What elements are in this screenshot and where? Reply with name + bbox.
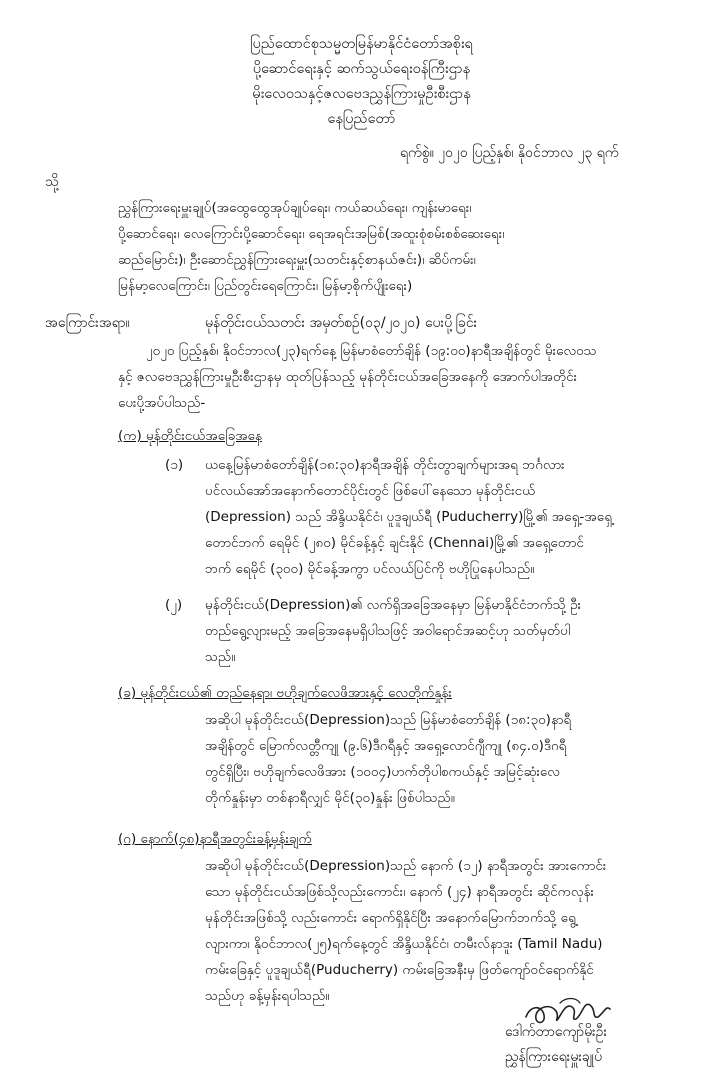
item-number: (၁) (165, 457, 184, 473)
item-number: (၂) (165, 597, 183, 613)
reference-date: ရက်စွဲ။ ၂၀၂၀ ပြည့်နှစ်၊ နိုဝင်ဘာလ ၂၃ ရက် (400, 145, 619, 161)
header-line-1: ပြည်ထောင်စုသမ္မတမြန်မာနိုင်ငံတော်အစိုးရ (250, 36, 473, 52)
recipient-line: ညွှန်ကြားရေးမှူးချုပ်(အထွေထွေအုပ်ချုပ်ရေး၊ ကယ်ဆယ်ရေး၊ ကျန်းမာရေး၊ (118, 200, 472, 216)
signatory-title: ညွှန်ကြားရေးမှူးချုပ် (505, 1049, 602, 1065)
item-line: (Depression) သည် အိန္ဒိယနိုင်ငံ၊ ပူဒူချယ်ရီ (Puducherry)မြို့၏ အရှေ့-အရှေ့ (205, 509, 613, 525)
recipient-line: ဆည်မြောင်း)၊ ဦးဆောင်ညွှန်ကြားရေးမှူး(သတင်းနှင့်စာနယ်ဇင်း)၊ ဆိပ်ကမ်း၊ (118, 252, 476, 268)
section-line: တွင်ရှိပြီး၊ ဗဟိုချက်လေဖိအား (၁၀၀၄)ဟက်တိုပါစကယ်နှင့် အမြင့်ဆုံးလေ (205, 764, 560, 780)
section-line: မုန်တိုင်းအဖြစ်သို့ လည်းကောင်း ရောက်ရှိနိုင်ပြီး အနောက်မြောက်ဘက်သို့ ရွေ့ (205, 910, 576, 926)
intro-line: ပေးပို့အပ်ပါသည်- (118, 395, 206, 411)
section-line: သည်ဟု ခန့်မှန်းရပါသည်။ (205, 988, 330, 1004)
item-line: ပင်လယ်အော်အနောက်တောင်ပိုင်းတွင် ဖြစ်ပေါ်နေသော မုန်တိုင်းငယ် (205, 483, 536, 499)
section-line: အချိန်တွင် မြောက်လတ္တီကျု (၉.၆)ဒီဂရီနှင့် အရှေ့လောင်ဂျီကျု (၈၄.၀)ဒီဂရီ (205, 738, 567, 754)
intro-line: ၂၀၂၀ ပြည့်နှစ်၊ နိုဝင်ဘာလ(၂၃)ရက်နေ့ မြန်မာစံတော်ချိန် (၁၉:၀၀)နာရီအချိန်တွင် မိုးလေဝသ (146, 343, 597, 359)
section-line: တိုက်နှုန်းမှာ တစ်နာရီလျှင် မိုင်(၃၀)နှုန်း ဖြစ်ပါသည်။ (205, 790, 455, 806)
section-line: ကမ်းခြေနှင့် ပူဒူချယ်ရီ(Puducherry) ကမ်းခြေအနီးမှ ဖြတ်ကျော်ဝင်ရောက်နိုင် (205, 962, 594, 978)
section-heading-ka: (က) မုန်တိုင်းငယ်အခြေအနေ (118, 428, 262, 444)
signatory-name: ဒေါက်တာကျော်မိုးဦး (505, 1024, 608, 1040)
recipient-line: ပို့ဆောင်ရေး၊ လေကြောင်းပို့ဆောင်ရေး၊ ရေအရင်းအမြစ်(အထူးစုံစမ်းစစ်ဆေးရေး၊ (118, 226, 505, 242)
subject-label: အကြောင်းအရာ။ (45, 315, 130, 331)
subject-text: မုန်တိုင်းငယ်သတင်း အမှတ်စဉ်(၀၃/၂၀၂၀) ပေးပို့ခြင်း (205, 315, 478, 331)
item-line: တည်ရွေ့လျားမည့် အခြေအနေမရှိပါသဖြင့် အဝါရောင်အဆင့်ဟု သတ်မှတ်ပါ (205, 623, 571, 639)
section-line: အဆိုပါ မုန်တိုင်းငယ်(Depression)သည် နောက် (၁၂) နာရီအတွင်း အားကောင်း (205, 858, 607, 874)
item-line: သည်။ (205, 649, 236, 665)
item-line: ဘက် ရေမိုင် (၃၀၀) မိုင်ခန့်အကွာ ပင်လယ်ပြင်ကို ဗဟိုပြုနေပါသည်။ (205, 561, 535, 577)
section-heading-ga: (ဂ) နောက်(၄၈)နာရီအတွင်းခန့်မှန်းချက် (118, 831, 312, 847)
section-line: အဆိုပါ မုန်တိုင်းငယ်(Depression)သည် မြန်မာစံတော်ချိန် (၁၈:၃၀)နာရီ (205, 712, 572, 728)
to-label: သို့ (45, 174, 59, 190)
header-line-4: နေပြည်တော် (327, 111, 396, 127)
item-line: ယနေ့မြန်မာစံတော်ချိန်(၁၈:၃၀)နာရီအချိန် တိုင်းတွာချက်များအရ ဘင်္ဂလား (205, 457, 565, 473)
item-line: တောင်ဘက် ရေမိုင် (၂၈၀) မိုင်ခန့်နှင့် ချင်းနိုင် (Chennai)မြို့၏ အရှေ့တောင် (205, 535, 584, 551)
section-line: သော မုန်တိုင်းငယ်အဖြစ်သို့လည်းကောင်း၊ နောက် (၂၄) နာရီအတွင်း ဆိုင်ကလုန်း (205, 884, 594, 900)
intro-line: နှင့် ဇလဗေဒညွှန်ကြားမှုဦးစီးဌာနမှ ထုတ်ပြန်သည့် မုန်တိုင်းငယ်အခြေအနေကို အောက်ပါအတိုင်း (118, 369, 578, 385)
item-line: မုန်တိုင်းငယ်(Depression)၏ လက်ရှိအခြေအနေမှာ မြန်မာနိုင်ငံဘက်သို့ ဦး (205, 597, 582, 613)
header-line-3: မိုးလေဝသနှင့်ဇလဗေဒညွှန်ကြားမှုဦးစီးဌာန (252, 86, 471, 102)
header-line-2: ပို့ဆောင်ရေးနှင့် ဆက်သွယ်ရေးဝန်ကြီးဌာန (252, 61, 471, 77)
recipient-line: မြန်မာ့လေကြောင်း၊ ပြည်တွင်းရေကြောင်း၊ မြန်မာ့စိုက်ပျိုးရေး) (118, 278, 413, 294)
section-line: လျားကာ၊ နိုဝင်ဘာလ(၂၅)ရက်နေ့တွင် အိန္ဒိယနိုင်ငံ၊ တမီးလ်နာဒူး (Tamil Nadu) (205, 936, 603, 952)
section-heading-kha: (ခ) မုန်တိုင်းငယ်၏ တည်နေရာ၊ ဗဟိုချက်လေဖိအားနှင့် လေတိုက်နှုန်း (118, 685, 452, 701)
